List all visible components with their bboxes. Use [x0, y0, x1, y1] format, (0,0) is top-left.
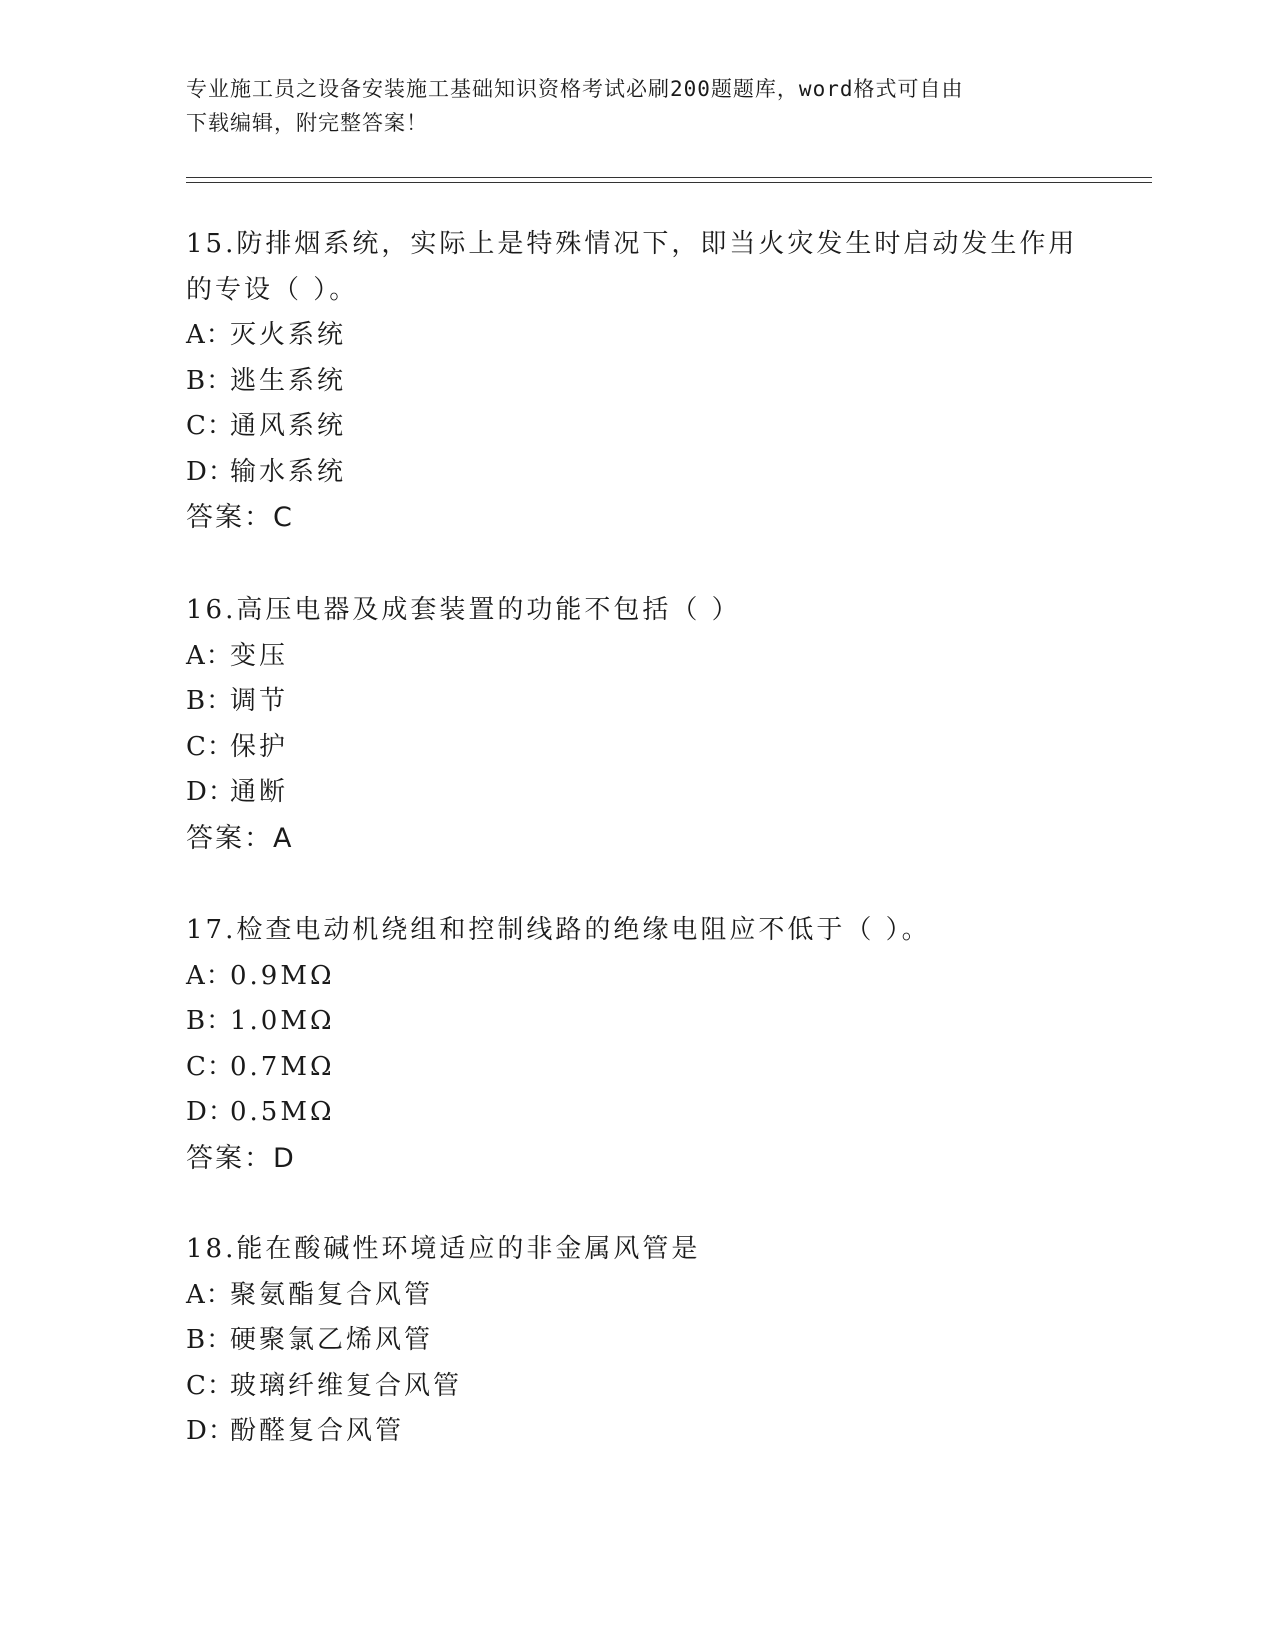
- option-key: A：: [186, 1279, 233, 1310]
- answer-line: 答案：D: [186, 1142, 296, 1174]
- option-text: 逃生系统: [230, 365, 347, 396]
- option-key: A：: [186, 640, 233, 671]
- option-text: 硬聚氯乙烯风管: [230, 1325, 434, 1355]
- option-c: [186, 1045, 1136, 1091]
- option-b: [186, 1318, 1136, 1364]
- option-text: 变压: [230, 640, 289, 671]
- question-15: [186, 222, 1136, 541]
- option-key: B：: [186, 365, 234, 396]
- option-c: [186, 1364, 1136, 1410]
- option-c: [186, 725, 1136, 771]
- answer-line: 答案：C: [186, 502, 294, 533]
- option-text: 调节: [230, 686, 289, 716]
- option-text: 酚醛复合风管: [230, 1416, 405, 1446]
- document-header: [186, 72, 1086, 140]
- question-stem-line: 18.能在酸碱性环境适应的非金属风管是: [186, 1234, 701, 1264]
- header-divider-top: [186, 177, 1152, 178]
- option-d: [186, 1409, 1136, 1455]
- option-c: [186, 404, 1136, 450]
- option-a: [186, 1273, 1136, 1319]
- option-key: C：: [186, 1370, 234, 1401]
- option-d: [186, 1090, 1136, 1136]
- option-key: B：: [186, 686, 234, 716]
- option-key: D：: [186, 1097, 235, 1127]
- option-a: [186, 954, 1136, 1000]
- option-b: [186, 359, 1136, 405]
- option-key: C：: [186, 1051, 234, 1082]
- option-text: 灭火系统: [230, 320, 347, 350]
- option-key: A：: [186, 960, 233, 991]
- option-text: 0.9MΩ: [230, 960, 335, 991]
- option-key: D：: [186, 456, 235, 487]
- option-key: A：: [186, 320, 233, 350]
- option-text: 0.7MΩ: [230, 1051, 335, 1082]
- question-17: [186, 908, 1136, 1181]
- option-key: C：: [186, 411, 234, 441]
- question-stem-line: 15.防排烟系统，实际上是特殊情况下，即当火灾发生时启动发生作用: [186, 229, 1078, 259]
- option-text: 1.0MΩ: [230, 1006, 335, 1036]
- option-text: 通风系统: [230, 411, 347, 441]
- option-d: [186, 770, 1136, 816]
- option-key: D：: [186, 777, 235, 807]
- option-a: [186, 313, 1136, 359]
- question-stem-line: 的专设（ ）。: [186, 274, 359, 305]
- answer-line: 答案：A: [186, 822, 294, 854]
- option-d: [186, 450, 1136, 496]
- option-a: [186, 634, 1136, 680]
- option-b: [186, 999, 1136, 1045]
- option-key: B：: [186, 1325, 234, 1355]
- option-key: D：: [186, 1416, 235, 1446]
- option-text: 玻璃纤维复合风管: [230, 1370, 463, 1401]
- option-key: C：: [186, 731, 234, 762]
- option-text: 聚氨酯复合风管: [230, 1279, 434, 1310]
- header-divider-bottom: [186, 182, 1152, 183]
- question-16: [186, 588, 1136, 861]
- question-stem-line: 16.高压电器及成套装置的功能不包括（ ）: [186, 595, 741, 625]
- option-key: B：: [186, 1006, 234, 1036]
- option-text: 0.5MΩ: [230, 1097, 335, 1127]
- option-text: 输水系统: [230, 456, 347, 487]
- question-stem-line: 17.检查电动机绕组和控制线路的绝缘电阻应不低于（ ）。: [186, 915, 931, 945]
- header-line-1: 专业施工员之设备安装施工基础知识资格考试必刷200题题库，word格式可自由: [186, 77, 964, 101]
- option-text: 通断: [230, 777, 289, 807]
- option-b: [186, 679, 1136, 725]
- header-line-2: 下载编辑，附完整答案！: [186, 111, 428, 135]
- option-text: 保护: [230, 731, 289, 762]
- question-18: [186, 1227, 1136, 1455]
